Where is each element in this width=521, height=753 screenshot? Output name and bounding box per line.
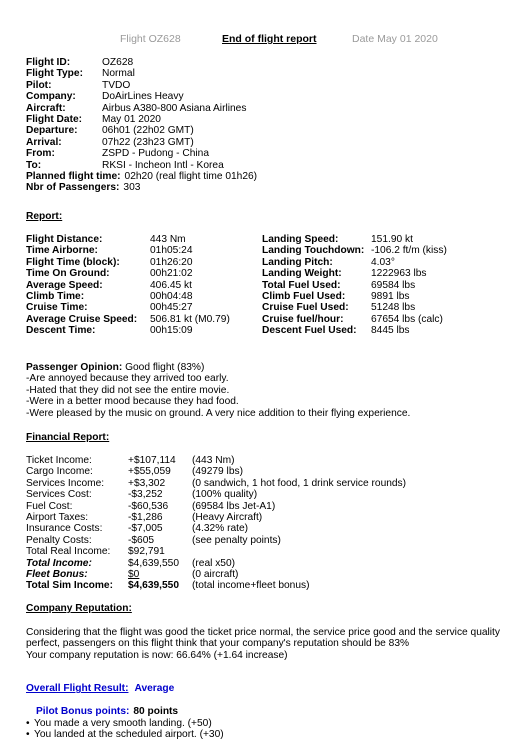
reputation-text [26, 627, 506, 661]
fleet-bonus-note: (0 aircraft) [192, 568, 239, 580]
stat-row [262, 314, 447, 325]
stat-row [262, 291, 447, 302]
info-row [26, 125, 506, 136]
stat-row [262, 280, 447, 291]
stat-label: Time Airborne: [26, 245, 98, 257]
stat-row [262, 302, 447, 313]
info-row [26, 80, 506, 91]
planned-label: Planned flight time: [26, 170, 121, 182]
stat-label: Cruise Time: [26, 302, 88, 314]
passengers-label: Nbr of Passengers: [26, 182, 120, 194]
stat-value: 00h21:02 [150, 268, 193, 280]
stat-value: 406.45 kt [150, 279, 192, 291]
stat-label: Landing Speed: [262, 234, 339, 245]
stat-value: 01h26:20 [150, 256, 193, 268]
info-value: Normal [102, 68, 135, 80]
stat-row [262, 268, 447, 279]
pilot-bonus [36, 706, 178, 717]
bonus-item [26, 729, 224, 740]
info-value: RKSI - Incheon Intl - Korea [102, 159, 224, 171]
stat-row [262, 245, 447, 256]
finance-note: (49279 lbs) [192, 466, 243, 478]
finance-label: Penalty Costs: [26, 534, 92, 546]
fleet-bonus-row [26, 569, 406, 580]
stat-row [26, 234, 230, 245]
finance-label: Cargo Income: [26, 466, 93, 478]
info-row [26, 57, 506, 68]
stat-value: 1222963 lbs [371, 268, 427, 280]
info-row [26, 103, 506, 114]
finance-label: Insurance Costs: [26, 523, 103, 535]
finance-row [26, 478, 406, 489]
finance-row [26, 501, 406, 512]
passengers-value: 303 [123, 182, 141, 194]
finance-label: Total Real Income: [26, 546, 111, 558]
stat-label: Landing Weight: [262, 268, 342, 280]
report-stats-left [26, 234, 230, 337]
finance-row [26, 523, 406, 534]
report-title: End of flight report [222, 33, 317, 45]
financial-report [26, 455, 406, 592]
total-income-row [26, 558, 406, 569]
stat-value: 67654 lbs (calc) [371, 313, 443, 325]
bonus-item-text: You made a very smooth landing. (+50) [34, 718, 212, 729]
opinion-summary [26, 362, 506, 373]
finance-value: -$1,286 [128, 511, 163, 523]
stat-label: Landing Pitch: [262, 256, 333, 268]
header-flight: Flight OZ628 [120, 33, 181, 45]
finance-row [26, 466, 406, 477]
total-income-note: (real x50) [192, 557, 236, 569]
info-row [26, 137, 506, 148]
info-label: Pilot: [26, 79, 52, 91]
stat-value: 4.03° [371, 256, 395, 268]
total-income-label: Total Income: [26, 557, 92, 569]
opinion-value: Good flight (83%) [125, 362, 205, 373]
finance-row [26, 546, 406, 557]
info-label: Departure: [26, 125, 78, 137]
stat-row [26, 245, 230, 256]
bullet-icon: • [26, 729, 30, 741]
finance-note: (4.32% rate) [192, 523, 249, 535]
financial-section-title: Financial Report: [26, 432, 110, 443]
report-stats-right [262, 234, 447, 337]
total-sim-label: Total Sim Income: [26, 580, 113, 592]
finance-row [26, 489, 406, 500]
reputation-section-title: Company Reputation: [26, 603, 132, 614]
info-label: Arrival: [26, 136, 62, 148]
bonus-item [26, 718, 224, 729]
info-value: 07h22 (23h23 GMT) [102, 136, 194, 148]
stat-row [26, 280, 230, 291]
overall-label: Overall Flight Result: [26, 683, 129, 694]
planned-row [26, 171, 506, 182]
opinion-line: -Are annoyed because they arrived too early. [26, 373, 229, 385]
finance-value: +$55,059 [128, 466, 171, 478]
info-row [26, 160, 506, 171]
info-label: Flight Type: [26, 68, 83, 80]
reputation-line: perfect, passengers on this flight think that your company's reputation should be 83% [26, 638, 410, 650]
stat-row [262, 257, 447, 268]
reputation-line: Considering that the flight was good the ticket price normal, the service price good and the service quality [26, 627, 500, 638]
info-value: TVDO [102, 79, 131, 91]
stat-value: 01h05:24 [150, 245, 193, 257]
total-income-value: $4,639,550 [128, 557, 179, 569]
finance-note: (100% quality) [192, 489, 258, 501]
overall-flight-result [26, 683, 174, 694]
bonus-label: Pilot Bonus points: [36, 706, 130, 717]
finance-row [26, 535, 406, 546]
info-value: ZSPD - Pudong - China [102, 148, 210, 160]
finance-row [26, 455, 406, 466]
total-sim-income-row [26, 580, 406, 591]
stat-label: Cruise fuel/hour: [262, 313, 344, 325]
opinion-line: -Were in a better mood because they had food. [26, 396, 239, 408]
stat-label: Descent Fuel Used: [262, 325, 357, 337]
stat-row [262, 325, 447, 336]
report-section-title: Report: [26, 211, 63, 222]
finance-value: -$605 [128, 534, 155, 546]
finance-note: (see penalty points) [192, 534, 281, 546]
finance-value: -$60,536 [128, 500, 169, 512]
info-label: Company: [26, 91, 76, 103]
info-label: From: [26, 148, 55, 160]
stat-label: Flight Time (block): [26, 256, 120, 268]
stat-value: 506.81 kt (M0.79) [150, 313, 230, 325]
stat-label: Climb Fuel Used: [262, 290, 346, 302]
finance-row [26, 512, 406, 523]
stat-label: Climb Time: [26, 290, 85, 302]
stat-value: 00h45:27 [150, 302, 193, 314]
info-value: DoAirLines Heavy [102, 91, 184, 103]
bonus-list [26, 718, 224, 741]
finance-value: -$7,005 [128, 523, 163, 535]
stat-row [26, 257, 230, 268]
planned-value: 02h20 (real flight time 01h26) [124, 170, 258, 182]
finance-label: Services Cost: [26, 489, 92, 501]
finance-value: $92,791 [128, 546, 165, 558]
stat-label: Total Fuel Used: [262, 279, 341, 291]
total-sim-value: $4,639,550 [128, 580, 179, 592]
info-row [26, 68, 506, 79]
stat-label: Landing Touchdown: [262, 245, 365, 257]
finance-note: (69584 lbs Jet-A1) [192, 500, 276, 512]
opinion-line: -Hated that they did not see the entire movie. [26, 384, 230, 396]
stat-value: 9891 lbs [371, 290, 410, 302]
stat-value: 443 Nm [150, 234, 186, 245]
info-value: Airbus A380-800 Asiana Airlines [102, 102, 247, 114]
finance-value: -$3,252 [128, 489, 163, 501]
stat-label: Average Speed: [26, 279, 103, 291]
info-value: May 01 2020 [102, 113, 161, 125]
overall-value: Average [134, 683, 175, 694]
opinion-line: -Were pleased by the music on ground. A very nice addition to their flying experience. [26, 407, 411, 419]
finance-value: +$107,114 [128, 455, 176, 466]
finance-label: Fuel Cost: [26, 500, 73, 512]
stat-label: Descent Time: [26, 325, 96, 337]
finance-label: Ticket Income: [26, 455, 92, 466]
header-date: Date May 01 2020 [352, 33, 438, 45]
stat-row [26, 291, 230, 302]
stat-row [26, 268, 230, 279]
stat-value: 00h15:09 [150, 325, 193, 337]
finance-note: (Heavy Aircraft) [192, 511, 263, 523]
finance-value: +$3,302 [128, 477, 166, 489]
fleet-bonus-label: Fleet Bonus: [26, 568, 88, 580]
fleet-bonus-value: $0 [128, 568, 140, 580]
stat-value: 8445 lbs [371, 325, 410, 337]
stat-value: -106.2 ft/m (kiss) [371, 245, 447, 257]
info-row [26, 148, 506, 159]
reputation-line: Your company reputation is now: 66.64% (+1.64 increase) [26, 649, 288, 661]
info-row [26, 114, 506, 125]
stat-row [26, 325, 230, 336]
finance-note: (443 Nm) [192, 455, 235, 466]
stat-row [262, 234, 447, 245]
bullet-icon: • [26, 718, 30, 729]
stat-value: 151.90 kt [371, 234, 413, 245]
stat-row [26, 314, 230, 325]
stat-label: Average Cruise Speed: [26, 313, 138, 325]
total-sim-note: (total income+fleet bonus) [192, 580, 310, 592]
stat-value: 69584 lbs [371, 279, 416, 291]
flight-info [26, 57, 506, 194]
info-value: 06h01 (22h02 GMT) [102, 125, 194, 137]
info-value: OZ628 [102, 57, 134, 68]
stat-value: 51248 lbs [371, 302, 416, 314]
info-row [26, 91, 506, 102]
stat-label: Time On Ground: [26, 268, 110, 280]
stat-row [26, 302, 230, 313]
stat-label: Flight Distance: [26, 234, 103, 245]
opinion-label: Passenger Opinion: [26, 362, 123, 373]
stat-label: Cruise Fuel Used: [262, 302, 349, 314]
finance-label: Airport Taxes: [26, 511, 89, 523]
bonus-value: 80 points [133, 706, 179, 717]
info-label: Flight ID: [26, 57, 71, 68]
bonus-item-text: You landed at the scheduled airport. (+30) [34, 729, 224, 741]
finance-label: Services Income: [26, 477, 105, 489]
info-label: To: [26, 159, 42, 171]
info-label: Flight Date: [26, 113, 83, 125]
passenger-opinion [26, 362, 506, 419]
passengers-row [26, 182, 506, 193]
info-label: Aircraft: [26, 102, 66, 114]
stat-value: 00h04:48 [150, 290, 193, 302]
finance-note: (0 sandwich, 1 hot food, 1 drink service rounds) [192, 477, 407, 489]
